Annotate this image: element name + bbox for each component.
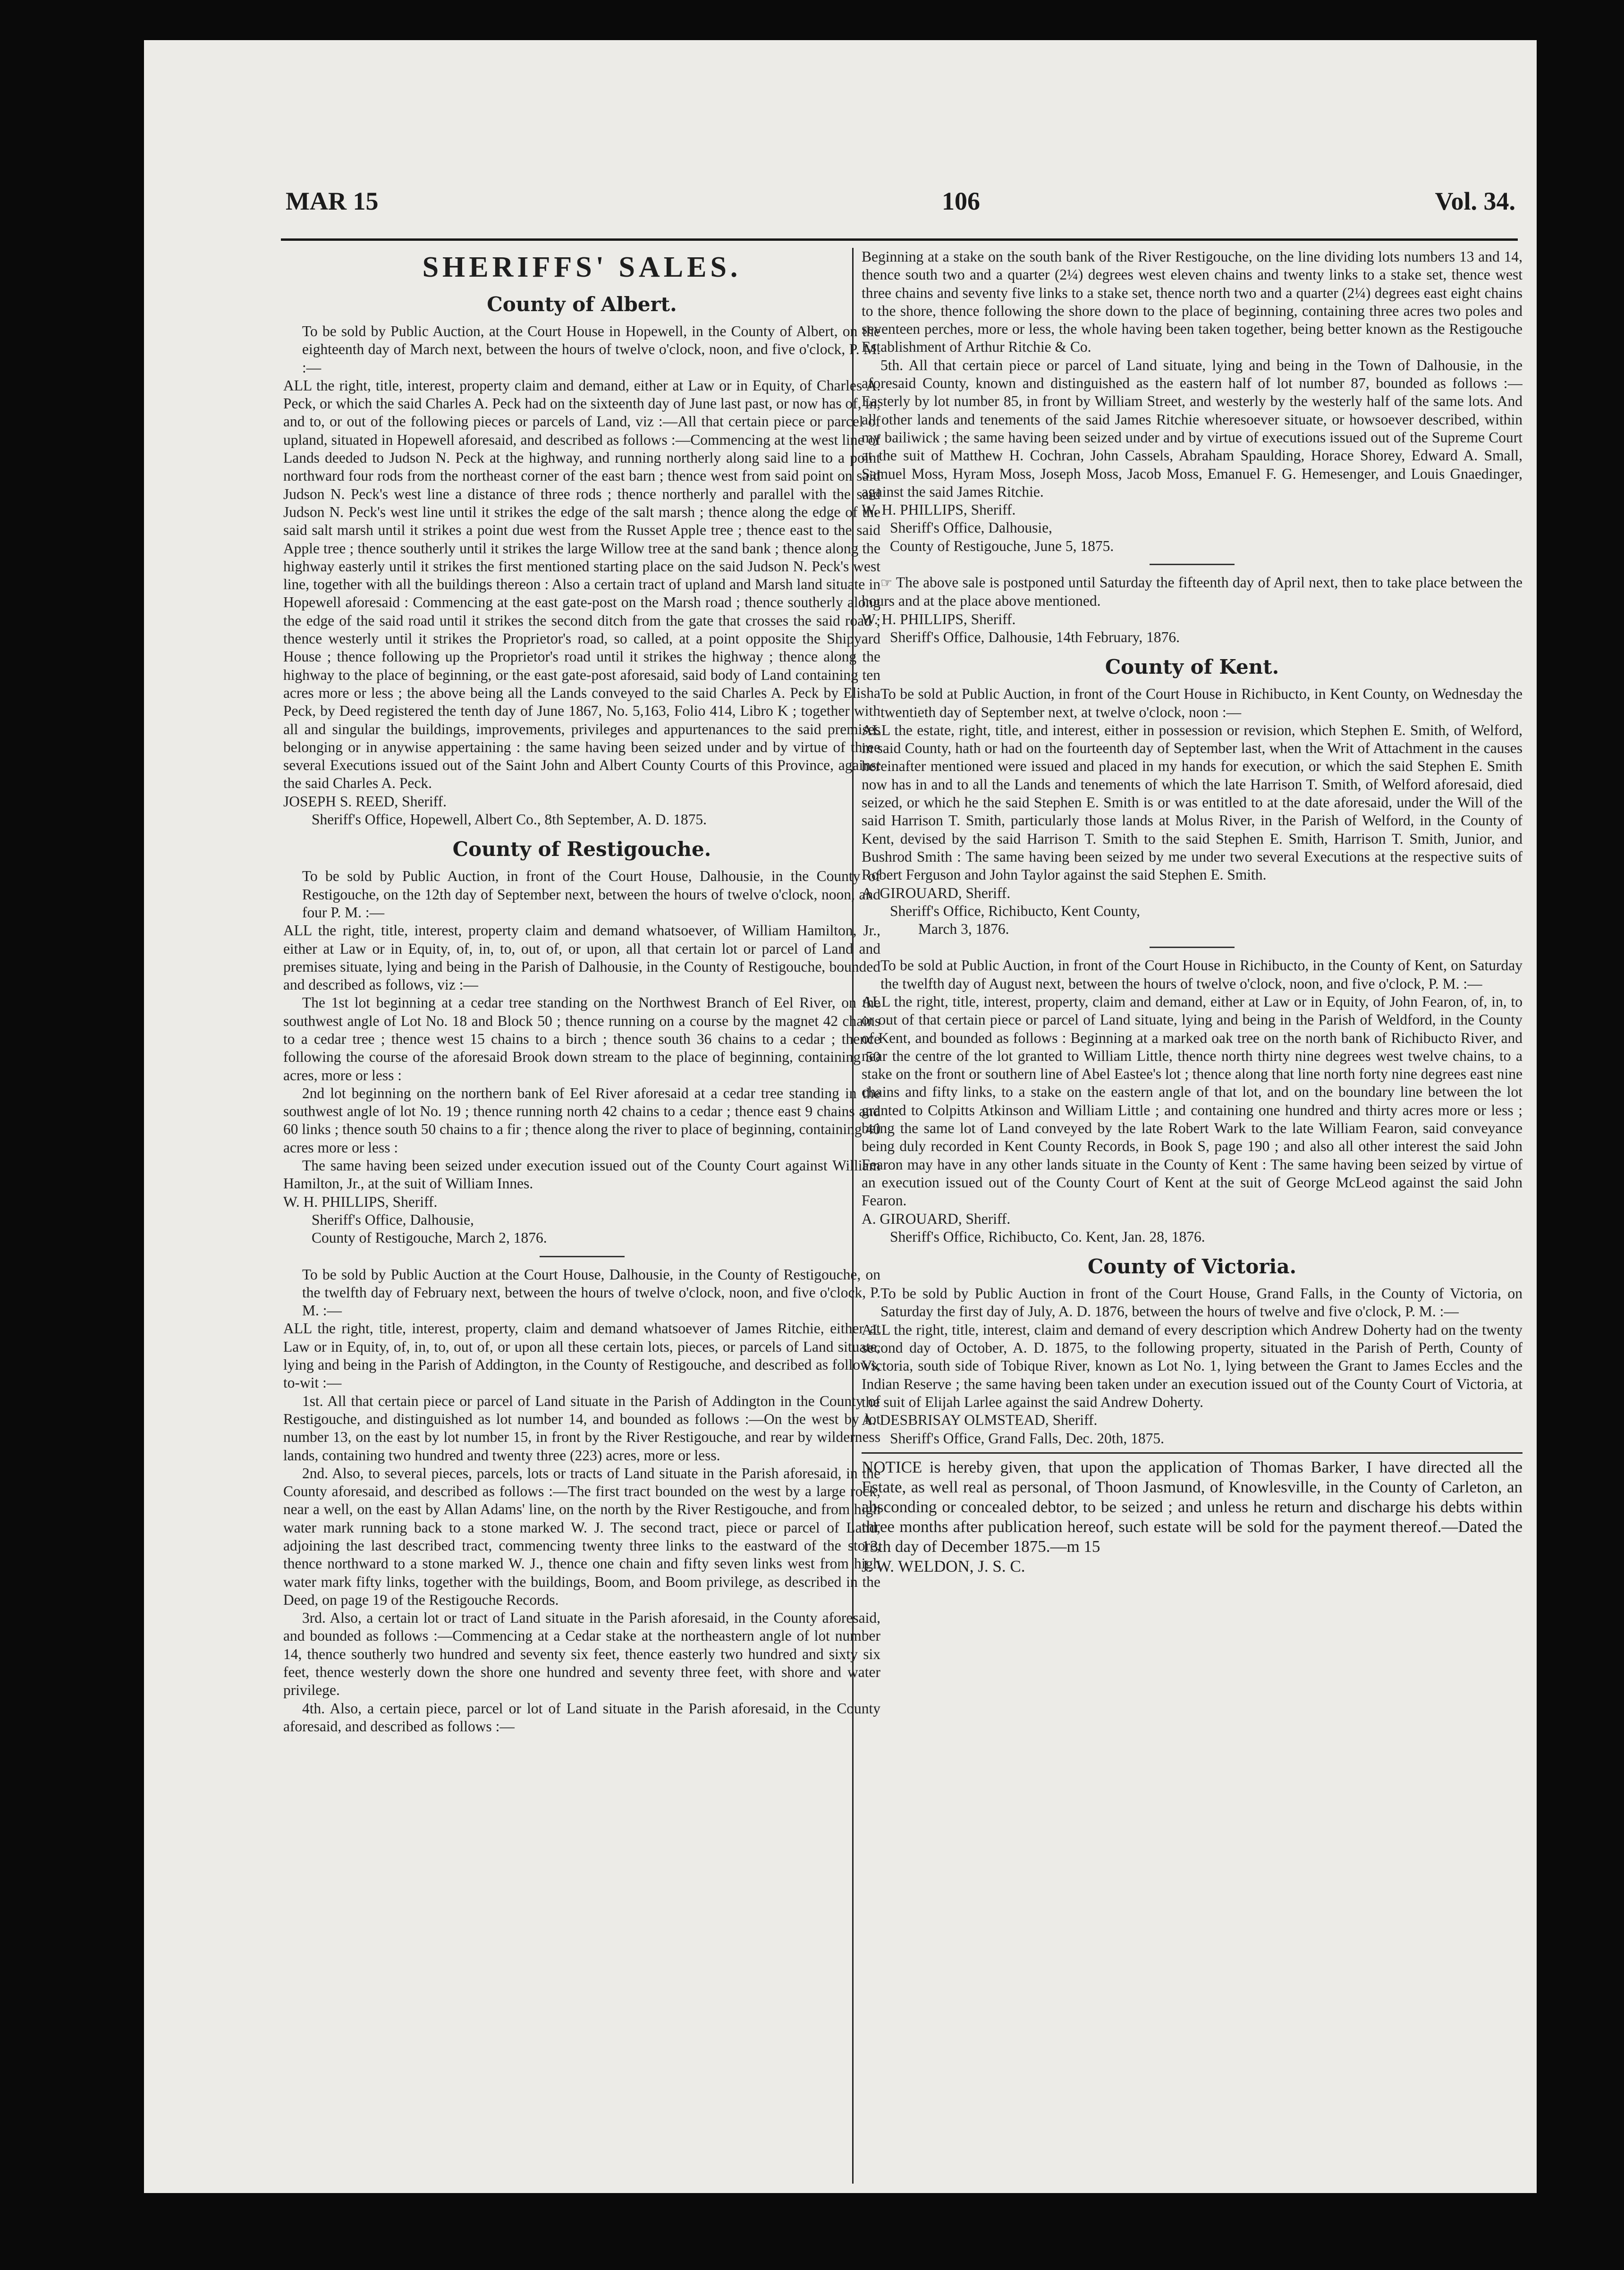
albert-intro: To be sold by Public Auction, at the Court House in Hopewell, in the County of Albert, on the eighteenth day of March next, between the hours of twelve o'clock, noon, and five o'clock, P. M. :—: [302, 323, 880, 376]
restigouche-sale1-lot2: 2nd lot beginning on the northern bank of Eel River aforesaid at a cedar tree standing in the southwest angle of lot No. 19 ; thence running north 42 chains to a cedar ; thence east 9 chains and 60 links ; thence south 50 chains to a fir ; thence along the river to place of beginning, containing 40 acres more or less :: [283, 1084, 880, 1156]
kent-sale1-office2: March 3, 1876.: [918, 921, 1009, 938]
victoria-intro: To be sold by Public Auction in front of the Court House, Grand Falls, in the County of Victoria, on Saturday the first day of July, A. D. 1876, between the hours of twelve and five o'clock, P. M. :—: [880, 1285, 1522, 1320]
section-divider: [540, 1256, 625, 1257]
left-column: [283, 248, 880, 2136]
restigouche-sale2-intro: To be sold by Public Auction at the Court House, Dalhousie, in the County of Restigouche, on the twelfth day of February next, between the hours of twelve o'clock, noon, and five o'clock, P. M. :—: [302, 1266, 880, 1319]
section-divider: [1150, 947, 1235, 948]
header-rule: [281, 238, 1518, 241]
heading-albert: County of Albert.: [487, 293, 677, 316]
restigouche-sale2-office2: County of Restigouche, June 5, 1875.: [890, 537, 1114, 554]
document-page: [144, 40, 1537, 2193]
victoria-body: ALL the right, title, interest, claim and demand of every description which Andrew Doherty had on the twenty second day of October, A. D. 1875, to the following property, situated in the Parish of Perth, County of Victoria, south side of Tobique River, known as Lot No. 1, lying between the Grant to James Eccles and the Indian Reserve ; the same having been taken under an execution issued out of the County Court of Victoria, at the suit of Elijah Larlee against the said Andrew Doherty.: [862, 1321, 1522, 1410]
postponed-office: Sheriff's Office, Dalhousie, 14th February, 1876.: [890, 628, 1180, 645]
notice-rule: [862, 1452, 1522, 1454]
restigouche-sale2-body: ALL the right, title, interest, property, claim and demand whatsoever of James Ritchie, either at Law or in Equity, of, in, to, out of, or upon all these certain lots, pieces, or parcels of Land situate, lying and being in the Parish of Addington, in the County of Restigouche, and described as follows, to-wit :—: [283, 1320, 880, 1391]
restigouche-sale1-intro: To be sold by Public Auction, in front of the Court House, Dalhousie, in the County of Restigouche, on the 12th day of September next, between the hours of twelve o'clock, noon, and four P. M. :—: [302, 868, 880, 921]
restigouche-sale2-signature: W. H. PHILLIPS, Sheriff.: [862, 501, 1016, 518]
kent-sale1-signature: A. GIROUARD, Sheriff.: [862, 884, 1011, 901]
header-volume: Vol. 34.: [1435, 187, 1515, 215]
restigouche-sale1-seized: The same having been seized under execution issued out of the County Court against William Hamilton, Jr., at the suit of William Innes.: [283, 1157, 880, 1192]
restigouche-sale2-item4: 4th. Also, a certain piece, parcel or lot of Land situate in the Parish aforesaid, in the County aforesaid, and described as follows :—: [283, 1700, 880, 1735]
postponed-text: The above sale is postponed until Saturday the fifteenth day of April next, then to take place between the hours and at the place above mentioned.: [862, 574, 1522, 610]
restigouche-sale1-body: ALL the right, title, interest, property claim and demand whatsoever, of William Hamilton, Jr., either at Law or in Equity, of, in, to, out of, or upon, all that certain lot or parcel of Land and premises situate, lying and being in the Parish of Dalhousie, in the County of Restigouche, bounded and described as follows, viz :—: [283, 922, 880, 993]
kent-sale1-intro: To be sold at Public Auction, in front of the Court House in Richibucto, in Kent County, on Wednesday the twentieth day of September next, at twelve o'clock, noon :—: [880, 686, 1522, 720]
restigouche-sale2-continued: Beginning at a stake on the south bank of the River Restigouche, on the line dividing lots numbers 13 and 14, thence south two and a quarter (2¼) degrees west eleven chains and twenty links to a stake set, thence west three chains and seventy five links to a stake set, thence north two and a quarter (2¼) degrees east eight chains to the shore, thence following the shore down to the place of beginning, containing three acres two poles and seventeen perches, more or less, the whole having been taken together, being better known as the Restigouche Establishment of Arthur Ritchie & Co.: [862, 248, 1522, 356]
page-title: SHERIFFS' SALES.: [422, 251, 742, 283]
restigouche-sale2-item5: 5th. All that certain piece or parcel of Land situate, lying and being in the Town of Dalhousie, in the aforesaid County, known and distinguished as the eastern half of lot number 87, bounded as follows :—Easterly by lot number 85, in front by William Street, and westerly by the westerly half of the same lots. And all other lands and tenements of the said James Ritchie wheresoever situate, or howsoever described, within my bailiwick ; the same having been seized under and by virtue of executions issued out of the Supreme Court at the suit of Matthew H. Cochran, John Cassels, Abraham Spaulding, Horace Shorey, Edward A. Small, Samuel Moss, Hyram Moss, Joseph Moss, Jacob Moss, Emanuel F. G. Hemesenger, and Louis Gnaedinger, against the said James Ritchie.: [862, 356, 1522, 500]
kent-sale1-office1: Sheriff's Office, Richibucto, Kent County,: [890, 902, 1141, 919]
restigouche-sale1-signature: W. H. PHILLIPS, Sheriff.: [283, 1193, 438, 1210]
kent-sale2-signature: A. GIROUARD, Sheriff.: [862, 1210, 1011, 1227]
right-column: [862, 248, 1522, 2136]
notice-body: NOTICE is hereby given, that upon the application of Thomas Barker, I have directed all the Estate, as well real as personal, of Thoon Jasmund, of Knowlesville, in the County of Carleton, an absconding or concealed debtor, to be seized ; and unless he return and discharge his debts within three months after publication hereof, such estate will be sold for the payment thereof.—Dated the 13th day of December 1875.—m 15: [862, 1457, 1522, 1556]
heading-kent: County of Kent.: [1105, 655, 1279, 679]
restigouche-sale1-office1: Sheriff's Office, Dalhousie,: [312, 1211, 474, 1228]
section-divider: [1150, 564, 1235, 565]
kent-sale1-body: ALL the estate, right, title, and interest, either in possession or revision, which Stephen E. Smith, of Welford, in said County, hath or had on the fourteenth day of September last, when the Writ of Attachment in the causes hereinafter mentioned were issued and placed in my hands for execution, or which the said Stephen E. Smith now has in and to all the Lands and tenements of which the late Harrison T. Smith, of Welford aforesaid, died seized, or which he the said Stephen E. Smith is or was entitled to at the date aforesaid, under the Will of the said Harrison T. Smith, particularly those lands at Molus River, in the Parish of Welford, in the County of Kent, devised by the said Harrison T. Smith to the said Stephen E. Smith, Harrison T. Smith, Junior, and Bushrod Smith : The same having been seized by me under two several Executions at the respective suits of Robert Ferguson and John Taylor against the said Stephen E. Smith.: [862, 721, 1522, 883]
header-date: MAR 15: [286, 187, 379, 215]
heading-restigouche: County of Restigouche.: [452, 838, 711, 861]
postponed-signature: W. H. PHILLIPS, Sheriff.: [862, 610, 1016, 627]
heading-victoria: County of Victoria.: [1087, 1255, 1297, 1279]
restigouche-sale2-item2: 2nd. Also, to several pieces, parcels, lots or tracts of Land situate in the Parish aforesaid, in the County aforesaid, and described as follows :—The first tract bounded on the west by a large rock, near a well, on the east by Allan Adams' line, on the north by the River Restigouche, and from high water mark running back to a stone marked W. J. The second tract, piece or parcel of Land, adjoining the last described tract, commencing twenty three links to the eastward of the store, thence northward to a stone marked W. J., thence one chain and fifty seven links west from high water mark fifty links, together with the buildings, Boom, and Boom privilege, as described in the Deed, on page 19 of the Restigouche Records.: [283, 1465, 880, 1608]
restigouche-sale1-office2: County of Restigouche, March 2, 1876.: [312, 1229, 547, 1246]
albert-office: Sheriff's Office, Hopewell, Albert Co., 8th September, A. D. 1875.: [312, 811, 707, 828]
restigouche-sale1-lot1: The 1st lot beginning at a cedar tree standing on the Northwest Branch of Eel River, on the southwest angle of Lot No. 18 and Block 50 ; thence running on a course by the magnet 42 chains to a cedar tree ; thence west 15 chains to a birch ; thence south 36 chains to a cedar ; thence following the course of the aforesaid Brook down stream to the place of beginning, containing 50 acres, more or less :: [283, 994, 880, 1084]
pointing-hand-icon: ☞: [880, 575, 893, 591]
restigouche-sale2-item1: 1st. All that certain piece or parcel of Land situate in the Parish of Addington in the County of Restigouche, and distinguished as lot number 14, and bounded as follows :—On the west by lot number 13, on the east by lot number 15, in front by the River Restigouche, and rear by wilderness lands, containing two hundred and twenty three (223) acres, more or less.: [283, 1392, 880, 1464]
kent-sale2-body: ALL the right, title, interest, property, claim and demand, either at Law or in Equity, of John Fearon, of, in, to or out of that certain piece or parcel of Land situate, lying and being in the Parish of Weldford, in the County of Kent, and bounded as follows : Beginning at a marked oak tree on the north bank of Richibucto River, and near the centre of the lot granted to William Little, thence north thirty nine degrees west twelve chains, to a stake on the front or southern line of Abel Eastee's lot ; thence along that line north forty nine degrees east nine chains and fifty links, to a stake on the eastern angle of that lot, and on the boundary line between the lot granted to Colpitts Atkinson and William Little ; and containing one hundred and thirty acres more or less ; being the same lot of Land conveyed by the late Robert Wark to the late William Fearon, said conveyance being duly recorded in Kent County Records, in Book S, page 190 ; and also all other interest the said John Fearon may have in any other lands situate in the County of Kent : The same having been seized by virtue of an execution issued out of the County Court of Kent at the suit of George McLeod against the said John Fearon.: [862, 993, 1522, 1209]
header-page-number: 106: [942, 187, 980, 215]
page-header: [286, 186, 1532, 229]
albert-body: ALL the right, title, interest, property claim and demand, either at Law or in Equity, of Charles A. Peck, or which the said Charles A. Peck had on the sixteenth day of June last past, or now has of, in, and to, or out of the following pieces or parcels of Land, viz :—All that certain piece or parcel of upland, situated in Hopewell aforesaid, and described as follows :—Commencing at the west line of Lands deeded to Judson N. Peck at the highway, and running northerly along said line to a point northward four rods from the northeast corner of the east barn ; thence west from said point on said Judson N. Peck's west line a distance of three rods ; thence northerly and parallel with the said Judson N. Peck's west line until it strikes the edge of the salt marsh ; thence along the edge of the said salt marsh until it strikes a point due west from the Russet Apple tree ; thence east to the said Apple tree ; thence southerly until it strikes the large Willow tree at the sand bank ; thence along the highway easterly until it strikes the first mentioned starting place on the said Judson N. Peck's west line, together with all the buildings thereon : Also a certain tract of upland and Marsh land situate in Hopewell aforesaid : Commencing at the east gate-post on the Marsh road ; thence southerly along the edge of the said road until it strikes the second ditch from the gate that crosses the said road ; thence westerly until it strikes the Proprietor's road, so called, at a point opposite the Shipyard House ; thence following up the Proprietor's road until it strikes the highway ; thence along the highway to the place of beginning, or the east gate-post aforesaid, said body of Land containing ten acres more or less ; the above being all the Lands conveyed to the said Charles A. Peck by Elisha Peck, by Deed registered the tenth day of June 1867, No. 5,163, Folio 414, Libro K ; together with all and singular the buildings, improvements, privileges and appurtenances to the said premises belonging or in anywise appertaining : the same having been seized under and by virtue of three several Executions issued out of the Saint John and Albert County Courts of this Province, against the said Charles A. Peck.: [283, 377, 880, 792]
victoria-office: Sheriff's Office, Grand Falls, Dec. 20th, 1875.: [890, 1430, 1165, 1447]
restigouche-sale2-office1: Sheriff's Office, Dalhousie,: [890, 519, 1052, 536]
restigouche-sale2-item3: 3rd. Also, a certain lot or tract of Land situate in the Parish aforesaid, in the County aforesaid, and bounded as follows :—Commencing at a Cedar stake at the northeastern angle of lot number 14, thence southerly two hundred and seventy six feet, thence easterly two hundred and sixty six feet, thence westerly down the shore one hundred and seventy three feet, with shore and water privilege.: [283, 1609, 880, 1699]
victoria-signature: A. DESBRISAY OLMSTEAD, Sheriff.: [862, 1412, 1098, 1429]
postponed-notice: [862, 574, 1522, 610]
kent-sale2-intro: To be sold at Public Auction, in front of the Court House in Richibucto, in the County of Kent, on Saturday the twelfth day of August next, between the hours of twelve o'clock, noon, and five o'clock, P. M. :—: [880, 957, 1522, 992]
kent-sale2-office: Sheriff's Office, Richibucto, Co. Kent, Jan. 28, 1876.: [890, 1228, 1205, 1245]
notice-signature: J. W. WELDON, J. S. C.: [862, 1557, 1025, 1575]
albert-signature: JOSEPH S. REED, Sheriff.: [283, 793, 447, 810]
